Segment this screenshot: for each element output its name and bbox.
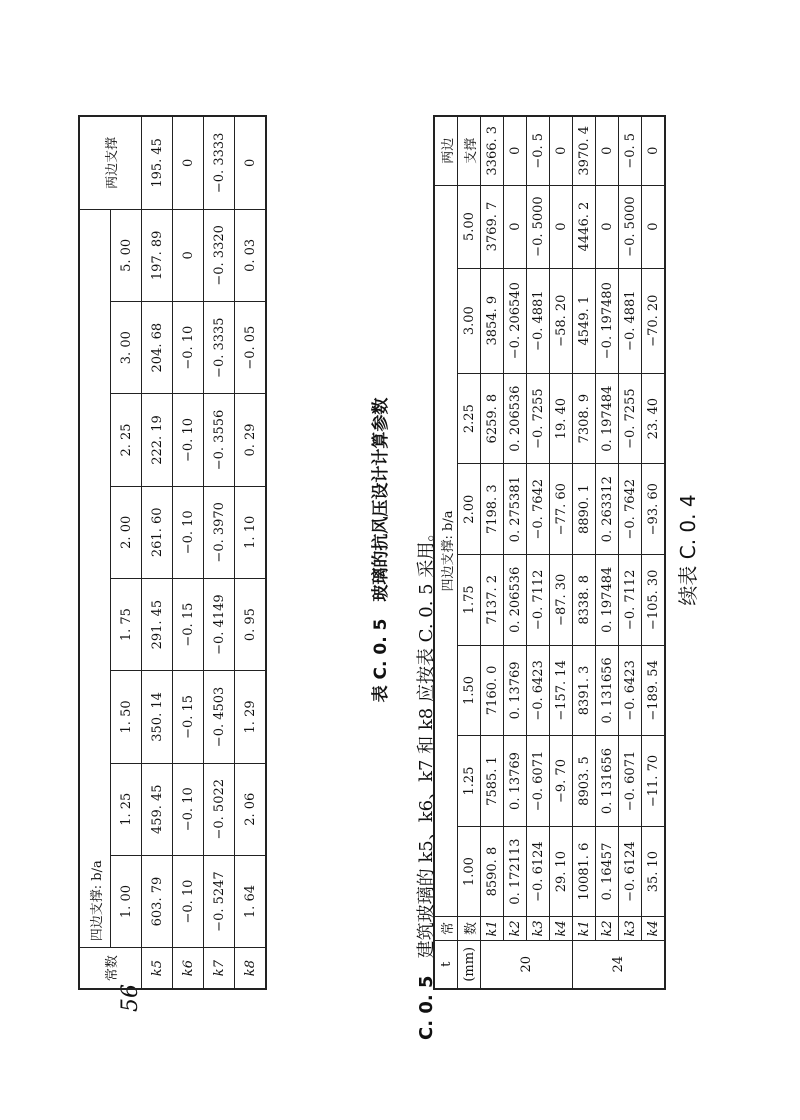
value-cell: 23. 40: [642, 373, 666, 464]
value-cell: 0: [235, 116, 267, 209]
constant-cell: k8: [235, 948, 267, 989]
constant-cell: k4: [550, 917, 573, 940]
value-cell: −0. 5: [619, 116, 642, 185]
value-cell: 7137. 2: [481, 555, 504, 646]
thickness-cell: 24: [573, 940, 666, 989]
value-cell: 7198. 3: [481, 464, 504, 555]
value-cell: 0. 131656: [596, 736, 619, 827]
value-cell: 6259. 8: [481, 373, 504, 464]
table-row: [173, 116, 204, 989]
value-cell: 222. 19: [142, 394, 173, 486]
column-header: 2. 25: [111, 394, 142, 486]
table-c05-title: 表 C. 0. 5 玻璃的抗风压设计计算参数: [371, 397, 391, 703]
value-cell: 3854. 9: [481, 268, 504, 373]
column-header: 2. 00: [111, 486, 142, 578]
value-cell: 8338. 8: [573, 555, 596, 646]
value-cell: 8890. 1: [573, 464, 596, 555]
column-header: 1.50: [458, 645, 481, 736]
thickness-cell: 20: [481, 940, 573, 989]
value-cell: 350. 14: [142, 671, 173, 763]
value-cell: −0. 15: [173, 578, 204, 670]
value-cell: −0. 3970: [204, 486, 235, 578]
value-cell: −0. 3333: [204, 116, 235, 209]
value-cell: 0: [173, 116, 204, 209]
value-cell: −0. 6071: [619, 736, 642, 827]
value-cell: 0. 13769: [504, 736, 527, 827]
value-cell: −157. 14: [550, 645, 573, 736]
value-cell: 204. 68: [142, 302, 173, 394]
column-header: 5.00: [458, 185, 481, 268]
value-cell: 2. 06: [235, 763, 267, 855]
value-cell: 0. 263312: [596, 464, 619, 555]
value-cell: 0: [642, 185, 666, 268]
column-header: 1. 50: [111, 671, 142, 763]
two-side-header-bottom: 支撑: [458, 116, 481, 185]
section-text: 建筑玻璃的 k5、k6、k7 和 k8 应按表 C. 0. 5 采用。: [416, 523, 437, 959]
value-cell: −93. 60: [642, 464, 666, 555]
constant-cell: k5: [142, 948, 173, 989]
page-number: 56: [118, 984, 143, 1012]
table-row: [481, 116, 504, 989]
const-header: 常数: [79, 948, 142, 989]
table-row: [504, 116, 527, 989]
value-cell: −0. 05: [235, 302, 267, 394]
value-cell: −0. 4881: [619, 268, 642, 373]
mm-header: (mm): [458, 940, 481, 989]
column-header: 3.00: [458, 268, 481, 373]
value-cell: −0. 7255: [619, 373, 642, 464]
value-cell: 291. 45: [142, 578, 173, 670]
value-cell: 7308. 9: [573, 373, 596, 464]
value-cell: −77. 60: [550, 464, 573, 555]
value-cell: 10081. 6: [573, 826, 596, 917]
value-cell: 261. 60: [142, 486, 173, 578]
value-cell: 0: [550, 116, 573, 185]
value-cell: −0. 7112: [527, 555, 550, 646]
column-header: 2.00: [458, 464, 481, 555]
value-cell: −0. 10: [173, 855, 204, 947]
value-cell: −0. 6124: [619, 826, 642, 917]
table-row: [204, 116, 235, 989]
value-cell: 0: [642, 116, 666, 185]
value-cell: −11. 70: [642, 736, 666, 827]
constant-cell: k2: [596, 917, 619, 940]
table-row: [596, 116, 619, 989]
value-cell: 0. 03: [235, 209, 267, 301]
value-cell: 35. 10: [642, 826, 666, 917]
value-cell: 459. 45: [142, 763, 173, 855]
value-cell: −0. 10: [173, 763, 204, 855]
value-cell: 8391. 3: [573, 645, 596, 736]
constant-cell: k4: [642, 917, 666, 940]
constant-cell: k3: [619, 917, 642, 940]
value-cell: −0. 3556: [204, 394, 235, 486]
value-cell: 7585. 1: [481, 736, 504, 827]
const-header-bottom: 数: [458, 917, 481, 940]
table-c05: [78, 115, 267, 990]
value-cell: 0. 197484: [596, 373, 619, 464]
value-cell: −87. 30: [550, 555, 573, 646]
value-cell: −0. 5: [527, 116, 550, 185]
value-cell: −0. 4149: [204, 578, 235, 670]
group-header: 四边支撑: b/a: [79, 209, 111, 948]
table-row: [142, 116, 173, 989]
value-cell: 3366. 3: [481, 116, 504, 185]
value-cell: −0. 5000: [527, 185, 550, 268]
value-cell: 0: [596, 116, 619, 185]
two-side-header-top: 两边: [434, 116, 458, 185]
value-cell: 0. 206536: [504, 555, 527, 646]
table-row: [573, 116, 596, 989]
value-cell: −0. 6124: [527, 826, 550, 917]
column-header: 1. 75: [111, 578, 142, 670]
value-cell: 195. 45: [142, 116, 173, 209]
table-row: [619, 116, 642, 989]
t-header: t: [434, 940, 458, 989]
value-cell: 0: [504, 185, 527, 268]
value-cell: 0. 172113: [504, 826, 527, 917]
section-number: C. 0. 5: [416, 975, 437, 1040]
value-cell: −0. 5000: [619, 185, 642, 268]
value-cell: 0. 13769: [504, 645, 527, 736]
table-row: [235, 116, 267, 989]
value-cell: −0. 7642: [527, 464, 550, 555]
constant-cell: k1: [481, 917, 504, 940]
table-row: [527, 116, 550, 989]
constant-cell: k2: [504, 917, 527, 940]
value-cell: −0. 7255: [527, 373, 550, 464]
value-cell: −0. 7642: [619, 464, 642, 555]
column-header: 5. 00: [111, 209, 142, 301]
column-header: 1. 00: [111, 855, 142, 947]
constant-cell: k6: [173, 948, 204, 989]
value-cell: −58. 20: [550, 268, 573, 373]
value-cell: 8903. 5: [573, 736, 596, 827]
value-cell: 0: [504, 116, 527, 185]
value-cell: 1. 64: [235, 855, 267, 947]
table-row: [550, 116, 573, 989]
value-cell: 0: [550, 185, 573, 268]
constant-cell: k7: [204, 948, 235, 989]
continued-table-title: 续表 C. 0. 4: [676, 494, 700, 606]
value-cell: 19. 40: [550, 373, 573, 464]
value-cell: 0: [596, 185, 619, 268]
value-cell: −0. 10: [173, 394, 204, 486]
constant-cell: k1: [573, 917, 596, 940]
value-cell: 4446. 2: [573, 185, 596, 268]
value-cell: −0. 5247: [204, 855, 235, 947]
column-header: 1.75: [458, 555, 481, 646]
table-c04-continued: [433, 115, 666, 990]
constant-cell: k3: [527, 917, 550, 940]
column-header: 1.25: [458, 736, 481, 827]
const-header-top: 常: [434, 917, 458, 940]
value-cell: −0. 5022: [204, 763, 235, 855]
value-cell: −0. 6071: [527, 736, 550, 827]
value-cell: 0. 206536: [504, 373, 527, 464]
value-cell: −0. 6423: [527, 645, 550, 736]
value-cell: 1. 29: [235, 671, 267, 763]
value-cell: −0. 3320: [204, 209, 235, 301]
value-cell: −0. 4881: [527, 268, 550, 373]
value-cell: 197. 89: [142, 209, 173, 301]
value-cell: 603. 79: [142, 855, 173, 947]
table-row: [642, 116, 666, 989]
value-cell: 0. 95: [235, 578, 267, 670]
value-cell: −0. 4503: [204, 671, 235, 763]
value-cell: 4549. 1: [573, 268, 596, 373]
value-cell: 8590. 8: [481, 826, 504, 917]
value-cell: −0. 6423: [619, 645, 642, 736]
value-cell: −105. 30: [642, 555, 666, 646]
section-c05: [412, 524, 438, 1040]
value-cell: 3970. 4: [573, 116, 596, 185]
group-header: 四边支撑: b/a: [434, 185, 458, 917]
value-cell: 7160. 0: [481, 645, 504, 736]
value-cell: −0. 206540: [504, 268, 527, 373]
value-cell: 3769. 7: [481, 185, 504, 268]
value-cell: −0. 10: [173, 302, 204, 394]
value-cell: 1. 10: [235, 486, 267, 578]
value-cell: −0. 15: [173, 671, 204, 763]
column-header: 1.00: [458, 826, 481, 917]
value-cell: 0. 197484: [596, 555, 619, 646]
value-cell: 0. 131656: [596, 645, 619, 736]
value-cell: −0. 7112: [619, 555, 642, 646]
value-cell: −70. 20: [642, 268, 666, 373]
value-cell: 0. 16457: [596, 826, 619, 917]
column-header: 3. 00: [111, 302, 142, 394]
value-cell: −189. 54: [642, 645, 666, 736]
column-header: 1. 25: [111, 763, 142, 855]
value-cell: −0. 3335: [204, 302, 235, 394]
value-cell: −0. 197480: [596, 268, 619, 373]
column-header: 2.25: [458, 373, 481, 464]
value-cell: 0: [173, 209, 204, 301]
value-cell: −0. 10: [173, 486, 204, 578]
value-cell: 0. 275381: [504, 464, 527, 555]
two-side-header: 两边支撑: [79, 116, 142, 209]
value-cell: 29. 10: [550, 826, 573, 917]
value-cell: −9. 70: [550, 736, 573, 827]
value-cell: 0. 29: [235, 394, 267, 486]
